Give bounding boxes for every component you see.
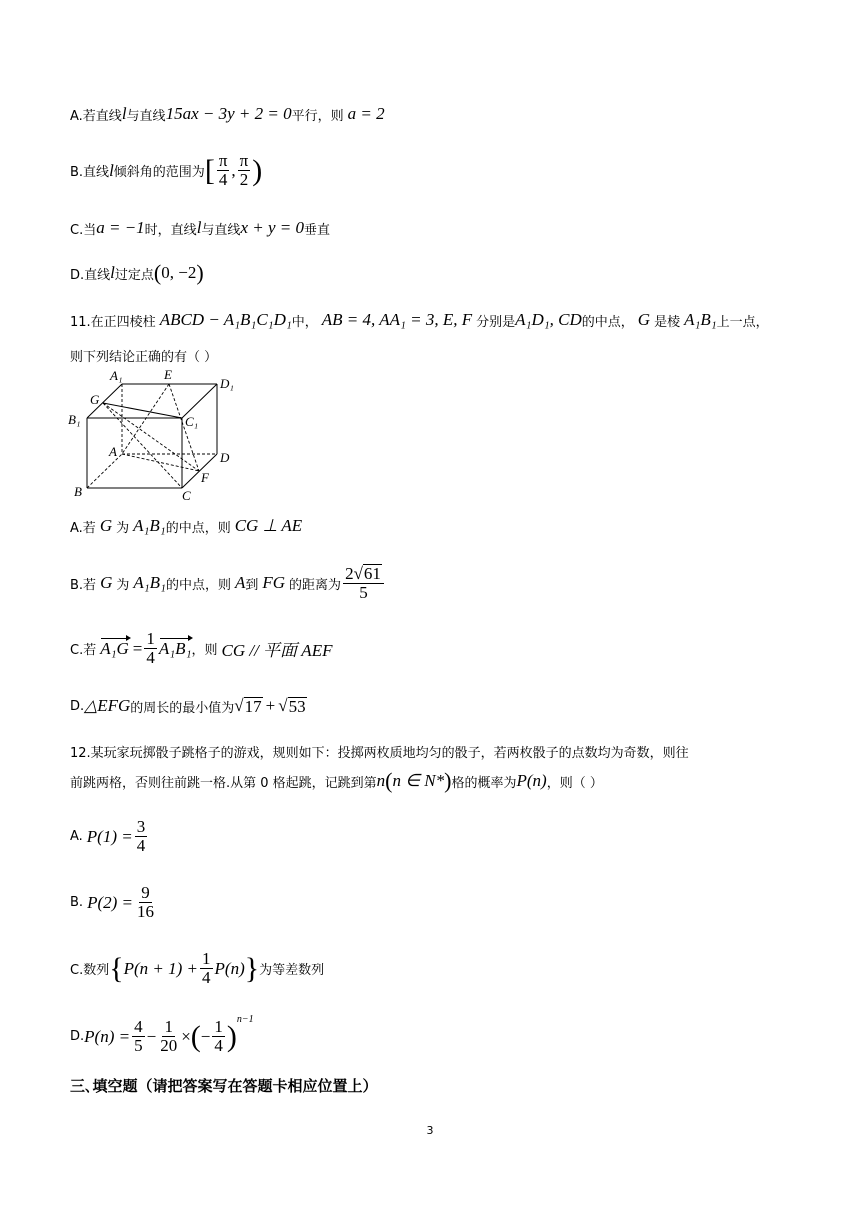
label-f: F <box>201 470 209 485</box>
vector-a1g: A₁G <box>100 638 129 658</box>
label-d1: D₁ <box>220 376 234 391</box>
sqrt-17: √ 17 <box>234 696 262 716</box>
text: 过定点 <box>114 267 154 283</box>
text: 分别是 <box>476 314 516 330</box>
math-l: l <box>121 104 127 123</box>
text: 与直线 <box>201 222 241 238</box>
text: D. <box>70 1029 85 1044</box>
text: A.若 <box>70 520 96 536</box>
text: ，则（ ） <box>546 775 603 791</box>
prism-figure <box>66 366 246 502</box>
text: D. <box>70 698 85 714</box>
math-a: A <box>234 573 246 592</box>
text: A.若直线 <box>70 108 122 124</box>
segment-ea <box>122 384 169 454</box>
fraction-quarter: $\frac{1}{4}$ <box>202 949 211 987</box>
text: 为 <box>116 520 130 536</box>
math-n: n <box>376 771 386 790</box>
math-result: a = 2 <box>347 104 385 123</box>
paren-close: ) <box>196 260 204 285</box>
q11-option-c <box>70 630 332 667</box>
paren-open: ( <box>153 260 162 285</box>
text: B. <box>70 895 84 910</box>
brace-close: } <box>244 951 260 985</box>
math-edge: A₁B₁ <box>133 573 166 592</box>
text: 三､填空题（请把答案写在答题卡相应位置上） <box>70 1077 378 1095</box>
fraction-distance: 2 √ 61 5 <box>343 564 384 602</box>
q10-option-a <box>70 104 385 124</box>
q12-option-d: D. P(n) = $\frac{4}{5}$ − $\frac{1}{20}$ × ( − $\frac{1}{4}$ ) n−1 <box>70 1014 254 1055</box>
text: C.若 <box>70 643 97 658</box>
text: 的距离为 <box>289 577 342 593</box>
math-lhs: P(2) = <box>87 892 133 912</box>
label-a1: A₁ <box>110 368 123 383</box>
math-result: CG ⊥ AE <box>234 516 303 535</box>
math-line-eq: x + y = 0 <box>240 218 304 237</box>
exponent: n−1 <box>236 1014 254 1025</box>
math-l: l <box>196 218 202 237</box>
q10-option-d <box>70 262 204 284</box>
label-c: C <box>182 488 191 502</box>
sqrt-53: √ 53 <box>278 696 306 716</box>
text: B.若 <box>70 577 97 593</box>
text: 是棱 <box>654 314 681 330</box>
text: 的中点，则 <box>165 520 231 536</box>
q10-option-c <box>70 218 330 238</box>
text: 格的概率为 <box>451 775 517 791</box>
math-edge: A₁B₁ <box>133 516 166 535</box>
text: 垂直 <box>303 222 330 238</box>
q10-option-b <box>70 152 262 189</box>
label-b1: B₁ <box>68 412 81 427</box>
times: × <box>181 1026 191 1046</box>
q12-stem-line1 <box>70 742 689 761</box>
math-result: CG // 平面 AEF <box>221 641 333 660</box>
math-term1: P(n + 1) + <box>123 958 199 978</box>
text: C.当 <box>70 222 97 238</box>
vector-a1b1: A₁B₁ <box>158 638 192 658</box>
bracket-open: [ <box>204 153 215 187</box>
label-b: B <box>74 484 82 499</box>
label-d: D <box>220 450 230 465</box>
text: 倾斜角的范围为 <box>113 165 205 180</box>
q12-option-b <box>70 884 158 921</box>
q11-option-a <box>70 516 302 536</box>
edge-c1d1 <box>182 384 217 418</box>
math-g: G <box>637 310 651 329</box>
text: 为 <box>116 577 130 593</box>
math-cond: n ∈ N* <box>392 771 445 790</box>
label-g: G <box>90 392 100 407</box>
text: 为等差数列 <box>259 963 325 978</box>
text: 与直线 <box>126 108 166 124</box>
math-l: l <box>109 160 114 180</box>
edge-ba <box>87 454 122 488</box>
edge-cd <box>182 454 217 488</box>
text: 平行，则 <box>291 108 344 124</box>
label-a: A <box>109 444 117 459</box>
text: A. <box>70 829 83 844</box>
fraction-value: $\frac{3}{4}$ <box>136 817 146 855</box>
brace-open: { <box>109 951 124 985</box>
math-l: l <box>110 263 115 282</box>
text: 的中点， <box>581 314 634 330</box>
text: B.直线 <box>70 165 110 180</box>
fraction-2: $\frac{1}{20}$ <box>160 1017 178 1055</box>
minus: − <box>146 1026 157 1046</box>
text: 到 <box>245 577 259 593</box>
math-triangle: △EFG <box>84 696 131 715</box>
math-lhs: P(1) = <box>86 826 133 846</box>
plus: + <box>265 696 276 715</box>
math-point: 0, −2 <box>161 263 197 282</box>
fraction-quarter: $\frac{1}{4}$ <box>146 629 155 667</box>
math-g: G <box>100 573 113 592</box>
math-midpoints: A₁D₁, CD <box>515 310 582 329</box>
page-number: 3 <box>426 1124 434 1137</box>
q12-option-a <box>70 818 149 855</box>
text: 时，直线 <box>144 222 197 238</box>
q11-stem-line1 <box>70 310 769 330</box>
text: 11.在正四棱柱 <box>70 314 156 330</box>
label-e: E <box>164 367 172 382</box>
comma: , <box>231 160 236 180</box>
equals: = <box>132 638 143 658</box>
math-lhs: P(n) = <box>84 1026 131 1046</box>
text: 上一点， <box>716 314 769 330</box>
section-heading <box>70 1075 378 1096</box>
math-line-eq: 15ax − 3y + 2 = 0 <box>165 104 292 123</box>
text: ，则 <box>191 643 218 658</box>
q11-option-d <box>70 696 307 716</box>
math-g: G <box>99 516 113 535</box>
fraction-1: $\frac{4}{5}$ <box>134 1017 143 1055</box>
text: 中， <box>291 314 318 330</box>
math-edge: A₁B₁ <box>684 310 717 329</box>
q11-stem-line2 <box>70 346 217 365</box>
math-fg: FG <box>262 573 286 592</box>
q12-stem-line2: 前跳两格，否则往前跳一格.从第 0 格起跳，记跳到第 n ( n ∈ N* ) 格的概率为 P(n) ，则（ ） <box>70 768 603 793</box>
paren-close: ) <box>252 153 263 187</box>
text: 则下列结论正确的有（ ） <box>70 350 218 365</box>
q12-option-c <box>70 950 324 987</box>
paren-close: ) <box>226 1019 237 1053</box>
q11-option-b <box>70 564 386 602</box>
text: 的中点，则 <box>165 577 231 593</box>
text: D.直线 <box>70 267 111 283</box>
paren-open: ( <box>190 1019 201 1053</box>
math-lengths: AB = 4, AA₁ = 3, E, F <box>321 310 473 329</box>
fraction-value: $\frac{9}{16}$ <box>137 883 154 921</box>
text: 前跳两格，否则往前跳一格.从第 0 格起跳，记跳到第 <box>70 775 377 791</box>
label-c1: C₁ <box>185 414 199 429</box>
fraction-upper: $\frac{\pi}{2}$ <box>239 151 249 189</box>
fraction-3: $\frac{1}{4}$ <box>214 1017 223 1055</box>
math-term2: P(n) <box>214 958 245 978</box>
fraction-lower: $\frac{\pi}{4}$ <box>218 151 228 189</box>
math-prism: ABCD − A₁B₁C₁D₁ <box>159 310 292 329</box>
math-pn: P(n) <box>516 771 547 790</box>
text: 12.某玩家玩掷骰子跳格子的游戏，规则如下：投掷两枚质地均匀的骰子，若两枚骰子的点数均为奇数，则往 <box>70 746 689 761</box>
text: C.数列 <box>70 963 110 978</box>
segment-af <box>122 454 199 471</box>
math-cond: a = −1 <box>96 218 145 237</box>
text: 的周长的最小值为 <box>130 700 235 716</box>
